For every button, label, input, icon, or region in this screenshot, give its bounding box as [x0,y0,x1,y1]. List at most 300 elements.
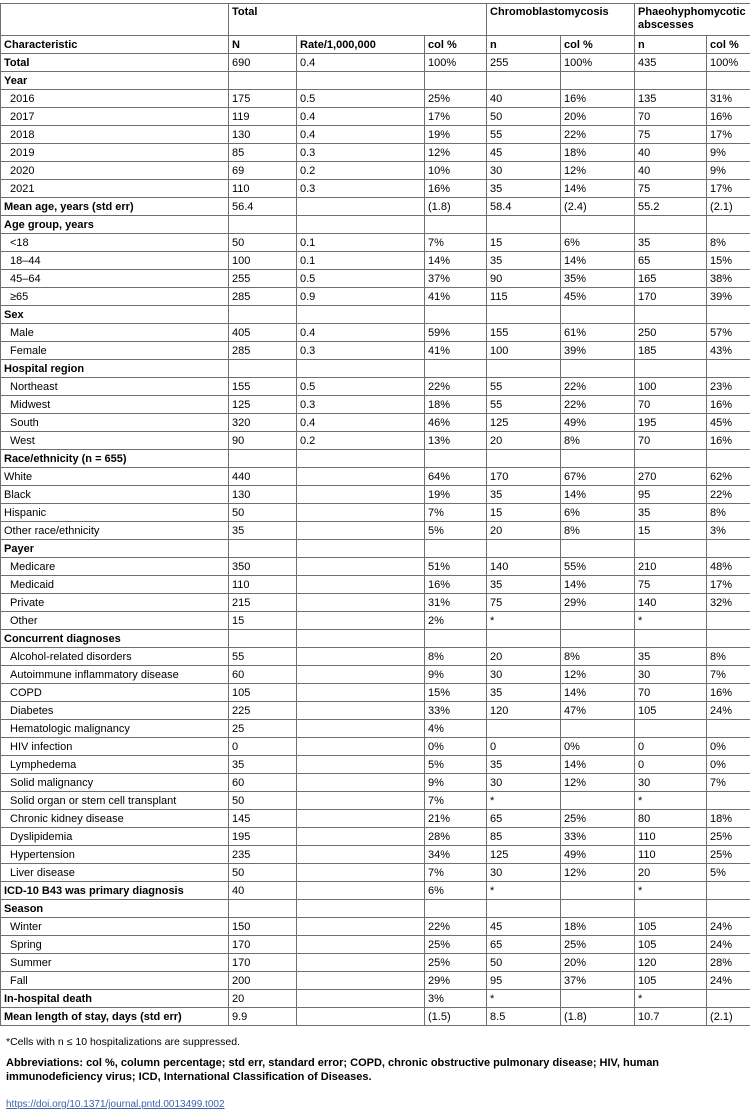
cell: 50 [229,504,297,522]
row-label: Fall [1,972,229,990]
table-row [1,702,750,720]
table-row [1,756,750,774]
cell: 40 [635,144,707,162]
cell [297,486,425,504]
cell [425,900,487,918]
table-row [1,342,750,360]
cell: 19% [425,126,487,144]
cell: 50 [487,108,561,126]
cell: 39% [707,288,750,306]
row-label: In-hospital death [1,990,229,1008]
cell: 285 [229,342,297,360]
cell: 5% [707,864,750,882]
cell: 25% [425,936,487,954]
cell: 6% [561,504,635,522]
row-label: Private [1,594,229,612]
cell: (2.1) [707,198,750,216]
cell: * [635,882,707,900]
row-label: Diabetes [1,702,229,720]
table-row [1,954,750,972]
cell [297,540,425,558]
table-row [1,108,750,126]
cell: 35 [635,504,707,522]
table-row [1,576,750,594]
cell: 30 [487,162,561,180]
cell: 14% [561,180,635,198]
cell: 35 [487,486,561,504]
cell: (1.8) [561,1008,635,1026]
cell: 45 [487,144,561,162]
table-row [1,486,750,504]
suppression-footnote: *Cells with n ≤ 10 hospitalizations are suppressed. [6,1036,744,1049]
cell: 58.4 [487,198,561,216]
row-label: HIV infection [1,738,229,756]
table-body [1,54,750,1026]
cell: 105 [635,936,707,954]
cell: 14% [561,486,635,504]
cell: 55 [487,396,561,414]
cell: 0% [707,756,750,774]
cell: 0.4 [297,414,425,432]
row-label: Dyslipidemia [1,828,229,846]
cell: 405 [229,324,297,342]
table-row [1,666,750,684]
cell: 7% [425,504,487,522]
cell [297,954,425,972]
cell: 50 [487,954,561,972]
cell: 20% [561,954,635,972]
doi-link[interactable]: https://doi.org/10.1371/journal.pntd.0013499.t002 [6,1099,225,1110]
cell [297,648,425,666]
cell [297,360,425,378]
cell [297,810,425,828]
cell: 0.3 [297,180,425,198]
cell: 9% [707,144,750,162]
cell: 440 [229,468,297,486]
cell [561,450,635,468]
table-row [1,774,750,792]
cell [635,306,707,324]
cell: 0 [635,756,707,774]
cell: 100% [425,54,487,72]
cell: 16% [425,576,487,594]
cell [707,990,750,1008]
cell: 25% [425,90,487,108]
cell: 0.1 [297,234,425,252]
cell: 51% [425,558,487,576]
cell: 20% [561,108,635,126]
cell [229,540,297,558]
cell [707,792,750,810]
table-row [1,270,750,288]
row-label: Female [1,342,229,360]
cell: 7% [707,774,750,792]
cell: 115 [487,288,561,306]
table-row [1,1008,750,1026]
cell [707,450,750,468]
cell: 0.1 [297,252,425,270]
cell: 0 [487,738,561,756]
cell: 14% [561,252,635,270]
cell: 41% [425,342,487,360]
cell [707,630,750,648]
cell: 69 [229,162,297,180]
row-label: Sex [1,306,229,324]
cell: 7% [425,864,487,882]
cell: 16% [707,396,750,414]
cell: 17% [425,108,487,126]
cell [297,900,425,918]
cell [297,1008,425,1026]
table-row [1,198,750,216]
table-row [1,648,750,666]
cell [297,756,425,774]
cell: 90 [487,270,561,288]
cell: 3% [707,522,750,540]
cell: 61% [561,324,635,342]
row-label: Chronic kidney disease [1,810,229,828]
row-label: Midwest [1,396,229,414]
cell: 0.5 [297,378,425,396]
cell [297,72,425,90]
cell: 20 [487,522,561,540]
table-row [1,504,750,522]
cell: 30 [487,864,561,882]
cell [635,540,707,558]
cell: 10.7 [635,1008,707,1026]
cell: 170 [229,936,297,954]
cell: 55.2 [635,198,707,216]
row-label: West [1,432,229,450]
table-row [1,522,750,540]
cell: (2.4) [561,198,635,216]
cell: 49% [561,414,635,432]
cell [561,990,635,1008]
cell [297,306,425,324]
row-label: ICD-10 B43 was primary diagnosis [1,882,229,900]
cell [487,630,561,648]
cell [635,720,707,738]
cell: 29% [561,594,635,612]
cell: 12% [425,144,487,162]
cell: 85 [487,828,561,846]
cell: 22% [425,378,487,396]
cell: 235 [229,846,297,864]
cell [635,450,707,468]
cell: 40 [487,90,561,108]
cell: 16% [561,90,635,108]
cell: (1.5) [425,1008,487,1026]
cell: 24% [707,972,750,990]
col-header-colpct-phaeo: col % [707,36,750,54]
cell: 100 [229,252,297,270]
cell: 60 [229,774,297,792]
cell: 110 [229,180,297,198]
cell: 8% [707,504,750,522]
table-row [1,846,750,864]
cell: 40 [635,162,707,180]
cell: 22% [707,486,750,504]
cell: 225 [229,702,297,720]
cell: 16% [425,180,487,198]
table-row [1,252,750,270]
cell [635,630,707,648]
cell: 16% [707,108,750,126]
cell: 8% [561,648,635,666]
cell [561,720,635,738]
table-row [1,738,750,756]
cell: 255 [487,54,561,72]
cell: 0.3 [297,342,425,360]
cell: 110 [635,828,707,846]
group-header-phaeohyphomycotic: Phaeohyphomycotic abscesses [635,4,750,36]
cell [561,792,635,810]
cell: 60 [229,666,297,684]
cell: 7% [425,234,487,252]
characteristics-table [0,3,750,1026]
table-row [1,288,750,306]
cell: 140 [487,558,561,576]
cell [561,630,635,648]
cell: 45% [561,288,635,306]
cell: 0% [425,738,487,756]
cell: 35 [229,756,297,774]
row-label: 2020 [1,162,229,180]
table-row [1,828,750,846]
cell: 35 [229,522,297,540]
cell [635,72,707,90]
cell: 0.3 [297,144,425,162]
table-row [1,882,750,900]
cell [297,468,425,486]
table-row [1,630,750,648]
cell: 41% [425,288,487,306]
cell: 105 [635,918,707,936]
cell [707,306,750,324]
cell: 14% [561,684,635,702]
cell: 0 [229,738,297,756]
cell: 135 [635,90,707,108]
row-label: Payer [1,540,229,558]
cell: 35 [487,180,561,198]
cell: 30 [487,666,561,684]
cell: 25% [425,954,487,972]
cell: 70 [635,108,707,126]
cell: 0.2 [297,432,425,450]
cell: 170 [635,288,707,306]
cell: 6% [425,882,487,900]
cell [297,774,425,792]
cell [487,360,561,378]
cell: 100% [707,54,750,72]
table-row [1,810,750,828]
cell: 6% [561,234,635,252]
cell [297,864,425,882]
cell: 19% [425,486,487,504]
cell: 70 [635,396,707,414]
table-row [1,684,750,702]
cell [561,882,635,900]
cell: 0.4 [297,108,425,126]
cell [707,216,750,234]
cell [425,540,487,558]
row-label: COPD [1,684,229,702]
cell [561,612,635,630]
cell [297,972,425,990]
cell [707,900,750,918]
cell: 16% [707,684,750,702]
cell: 13% [425,432,487,450]
cell [561,306,635,324]
cell: 195 [229,828,297,846]
table-row [1,378,750,396]
cell [707,882,750,900]
cell: 95 [635,486,707,504]
cell [297,882,425,900]
cell: 24% [707,936,750,954]
cell: 70 [635,684,707,702]
cell [487,540,561,558]
table-row [1,918,750,936]
table-row [1,540,750,558]
cell: 35% [561,270,635,288]
cell: 15% [707,252,750,270]
cell [487,306,561,324]
cell: 12% [561,666,635,684]
cell [297,666,425,684]
table-row [1,990,750,1008]
cell: 35 [487,684,561,702]
cell: 35 [635,648,707,666]
table-row [1,720,750,738]
cell: 12% [561,774,635,792]
cell: 165 [635,270,707,288]
cell [707,540,750,558]
cell: 32% [707,594,750,612]
cell: 23% [707,378,750,396]
cell: 125 [487,846,561,864]
cell: 56.4 [229,198,297,216]
row-label: Total [1,54,229,72]
cell: 185 [635,342,707,360]
cell: 255 [229,270,297,288]
cell: 75 [487,594,561,612]
table-row [1,54,750,72]
cell: 64% [425,468,487,486]
row-label: South [1,414,229,432]
cell: 28% [707,954,750,972]
cell: 25% [561,810,635,828]
cell: 9% [425,666,487,684]
cell: 270 [635,468,707,486]
cell: 57% [707,324,750,342]
cell: 100 [487,342,561,360]
table-row [1,450,750,468]
cell: 22% [425,918,487,936]
cell: 21% [425,810,487,828]
cell: 9.9 [229,1008,297,1026]
cell: 7% [707,666,750,684]
cell: 45% [707,414,750,432]
cell [487,720,561,738]
cell: 75 [635,180,707,198]
cell: 15 [635,522,707,540]
cell: 45 [487,918,561,936]
row-label: Concurrent diagnoses [1,630,229,648]
row-label: 18–44 [1,252,229,270]
cell [425,306,487,324]
cell [561,900,635,918]
cell: 35 [487,756,561,774]
cell [297,558,425,576]
cell [635,360,707,378]
cell: 200 [229,972,297,990]
cell: 8% [561,522,635,540]
row-label: Alcohol-related disorders [1,648,229,666]
cell: 17% [707,126,750,144]
cell: 35 [635,234,707,252]
cell [297,828,425,846]
cell: 145 [229,810,297,828]
cell: 70 [635,432,707,450]
cell: 46% [425,414,487,432]
cell: 0.4 [297,126,425,144]
table-row [1,414,750,432]
table-row [1,144,750,162]
cell: 20 [229,990,297,1008]
cell: 65 [635,252,707,270]
cell [297,576,425,594]
cell: 14% [561,576,635,594]
cell: 95 [487,972,561,990]
cell [297,612,425,630]
row-label: Medicaid [1,576,229,594]
cell: 55% [561,558,635,576]
cell: 8% [707,234,750,252]
cell: (1.8) [425,198,487,216]
cell: 18% [707,810,750,828]
cell: 55 [229,648,297,666]
cell: 59% [425,324,487,342]
cell: 155 [229,378,297,396]
cell: 20 [487,432,561,450]
cell [297,990,425,1008]
table-row [1,558,750,576]
cell [707,72,750,90]
cell [297,522,425,540]
cell: 3% [425,990,487,1008]
cell [561,540,635,558]
cell: 25 [229,720,297,738]
cell: 105 [229,684,297,702]
cell [297,702,425,720]
row-label: 2019 [1,144,229,162]
cell [561,216,635,234]
cell: 8% [707,648,750,666]
table-row [1,900,750,918]
cell: 16% [707,432,750,450]
cell [707,612,750,630]
row-label: Race/ethnicity (n = 655) [1,450,229,468]
cell [707,720,750,738]
cell [425,216,487,234]
table-row [1,972,750,990]
row-label: Male [1,324,229,342]
table-row [1,396,750,414]
row-label: Winter [1,918,229,936]
row-label: Mean age, years (std err) [1,198,229,216]
cell [297,504,425,522]
